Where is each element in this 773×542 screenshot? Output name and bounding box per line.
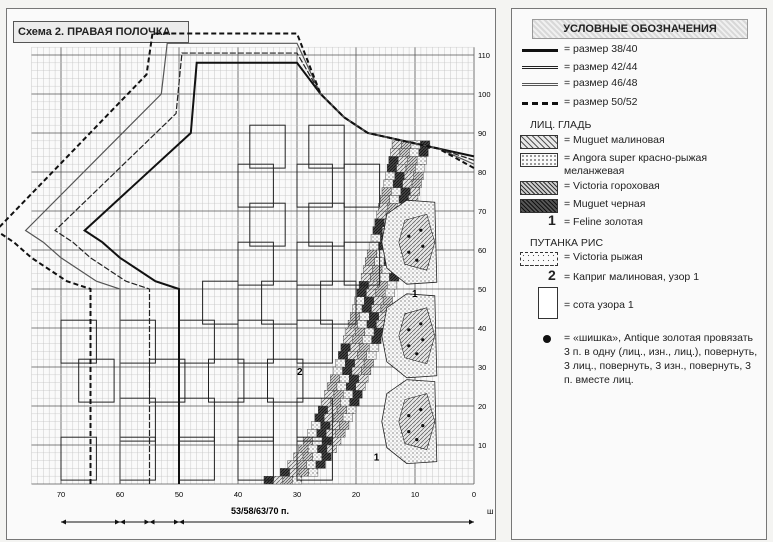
colour-band-cell	[330, 375, 339, 383]
colour-band-cell	[334, 390, 343, 398]
legend-panel	[511, 8, 767, 540]
colour-band-cell	[358, 320, 367, 328]
rice-label: = Victoria рыжая	[564, 251, 643, 263]
colour-band-cell	[371, 234, 380, 242]
colour-band-cell	[299, 445, 308, 453]
colour-band-cell	[360, 312, 369, 320]
bump-dot	[419, 229, 422, 232]
column-number: 50	[174, 490, 184, 499]
colour-band-cell	[387, 281, 396, 289]
colour-band-cell	[350, 398, 359, 406]
bump-label: = «шишка», Antique золотая провязать 3 п. в одну (лиц., изн., лиц.), повернуть, 3 лиц., повернуть, 3 изн., повернуть, 3 п. вместе лиц.	[564, 332, 758, 386]
colour-band-cell	[307, 461, 316, 469]
bump-dot	[421, 424, 424, 427]
size-label: = размер 50/52	[564, 96, 638, 108]
colour-band-cell	[389, 156, 398, 164]
column-number: 0	[471, 490, 477, 499]
colour-band-cell	[380, 195, 389, 203]
rice-blob-inner	[399, 308, 435, 364]
row-number: 100	[478, 90, 491, 99]
colour-band-cell	[348, 351, 357, 359]
bump-dot	[407, 344, 410, 347]
colour-band-cell	[419, 149, 428, 157]
colour-band-cell	[318, 445, 327, 453]
corner-mark: ш	[487, 507, 494, 516]
region-label-one: 1	[412, 288, 418, 300]
colour-band-cell	[414, 172, 423, 180]
colour-band-cell	[340, 422, 349, 430]
swatch-dark	[520, 199, 558, 213]
bump-dot	[415, 438, 418, 441]
swatch-hatch-light	[520, 135, 558, 149]
colour-band-cell	[369, 312, 378, 320]
colour-band-cell	[290, 468, 299, 476]
colour-band-cell	[343, 414, 352, 422]
column-number: 30	[292, 490, 302, 499]
swatch-dots	[520, 153, 558, 167]
colour-band-cell	[364, 359, 373, 367]
number-one-symbol: 1	[548, 212, 556, 228]
colour-band-cell	[343, 336, 352, 344]
colour-band-cell	[340, 398, 349, 406]
colour-band-cell	[308, 468, 317, 476]
colour-band-cell	[318, 406, 327, 414]
yarn-label: = Victoria гороховая	[564, 180, 660, 192]
bump-dot	[419, 408, 422, 411]
colour-band-cell	[410, 188, 419, 196]
bump-dot	[419, 322, 422, 325]
colour-band-cell	[387, 164, 396, 172]
scheme-title: Схема 2. ПРАВАЯ ПОЛОЧКА	[13, 21, 189, 43]
row-number: 10	[478, 441, 487, 450]
yarn-label: = Angora super красно-рыжая меланжевая	[564, 152, 708, 177]
colour-band-cell	[311, 422, 320, 430]
colour-band-cell	[280, 468, 289, 476]
colour-band-cell	[343, 367, 352, 375]
colour-band-cell	[341, 344, 350, 352]
colour-band-cell	[332, 437, 341, 445]
colour-band-cell	[384, 180, 393, 188]
colour-band-cell	[404, 172, 413, 180]
colour-band-cell	[338, 351, 347, 359]
colour-band-cell	[369, 344, 378, 352]
row-number: 90	[478, 129, 487, 138]
colour-band-cell	[303, 453, 312, 461]
colour-band-cell	[308, 445, 317, 453]
column-number: 10	[410, 490, 420, 499]
colour-band-cell	[364, 297, 373, 305]
colour-band-cell	[406, 164, 415, 172]
colour-band-cell	[357, 351, 366, 359]
bump-dot	[407, 430, 410, 433]
region-label-one: 1	[373, 452, 380, 464]
section-title-stockinette: ЛИЦ. ГЛАДЬ	[530, 119, 592, 131]
colour-band-cell	[365, 258, 374, 266]
colour-band-cell	[382, 188, 391, 196]
colour-band-cell	[376, 289, 385, 297]
colour-band-cell	[352, 367, 361, 375]
colour-band-cell	[273, 476, 282, 484]
size-label: = размер 46/48	[564, 77, 638, 89]
colour-band-cell	[312, 453, 321, 461]
column-number: 60	[115, 490, 125, 499]
bump-dot	[407, 251, 410, 254]
rice-blob-inner	[399, 214, 435, 270]
colour-band-cell	[374, 297, 383, 305]
colour-band-cell	[321, 398, 330, 406]
colour-band-cell	[297, 461, 306, 469]
number-two-symbol: 2	[548, 267, 556, 283]
colour-band-cell	[408, 156, 417, 164]
colour-band-cell	[346, 383, 355, 391]
colour-band-cell	[361, 367, 370, 375]
bump-dot	[407, 414, 410, 417]
colour-band-cell	[315, 414, 324, 422]
colour-band-cell	[346, 328, 355, 336]
colour-band-cell	[417, 156, 426, 164]
colour-band-cell	[392, 141, 401, 149]
colour-band-cell	[337, 406, 346, 414]
colour-band-cell	[336, 429, 345, 437]
colour-band-cell	[385, 289, 394, 297]
row-number: 60	[478, 246, 487, 255]
column-number: 20	[351, 490, 361, 499]
size-label: = размер 42/44	[564, 61, 638, 73]
row-number: 50	[478, 285, 487, 294]
center-width-label: 53/58/63/70 п.	[231, 506, 289, 516]
colour-band-cell	[327, 445, 336, 453]
colour-band-cell	[288, 461, 297, 469]
size-line-solid	[522, 49, 558, 52]
bump-dot	[407, 235, 410, 238]
caprice-label: = Каприг малиновая, узор 1	[564, 271, 700, 283]
colour-band-cell	[299, 468, 308, 476]
size-line-dashed	[522, 102, 558, 105]
colour-band-cell	[326, 429, 335, 437]
colour-band-cell	[373, 227, 382, 235]
yarn-label: = Muguet малиновая	[564, 134, 665, 146]
colour-band-cell	[371, 273, 380, 281]
column-number: 40	[233, 490, 243, 499]
colour-band-cell	[400, 149, 409, 157]
row-number: 110	[478, 51, 490, 60]
row-number: 20	[478, 402, 487, 411]
colour-band-cell	[403, 180, 412, 188]
colour-band-cell	[365, 328, 374, 336]
colour-band-cell	[369, 242, 378, 250]
feline-label: = Feline золотая	[564, 216, 643, 228]
colour-band-cell	[398, 156, 407, 164]
row-number: 30	[478, 363, 487, 372]
colour-band-cell	[322, 453, 331, 461]
colour-band-cell	[340, 375, 349, 383]
colour-band-cell	[362, 336, 371, 344]
size-line-dash-double	[522, 66, 558, 69]
colour-band-cell	[350, 344, 359, 352]
yarn-label: = Muguet черная	[564, 198, 646, 210]
colour-band-cell	[363, 266, 372, 274]
colour-band-cell	[337, 383, 346, 391]
colour-band-cell	[409, 149, 418, 157]
size-line-double	[522, 83, 558, 86]
colour-band-cell	[401, 188, 410, 196]
colour-band-cell	[371, 305, 380, 313]
colour-band-cell	[366, 289, 375, 297]
row-number: 40	[478, 324, 487, 333]
legend-title: УСЛОВНЫЕ ОБОЗНАЧЕНИЯ	[532, 19, 748, 39]
colour-band-cell	[361, 273, 370, 281]
colour-band-cell	[390, 195, 399, 203]
bump-dot	[415, 259, 418, 262]
colour-band-cell	[385, 172, 394, 180]
colour-band-cell	[397, 164, 406, 172]
rice-blob-inner	[399, 394, 435, 450]
colour-band-cell	[345, 359, 354, 367]
region-label-two: 2	[297, 366, 303, 378]
colour-band-cell	[357, 289, 366, 297]
colour-band-cell	[283, 476, 292, 484]
colour-band-cell	[372, 336, 381, 344]
size-label: = размер 38/40	[564, 43, 638, 55]
colour-band-cell	[325, 390, 334, 398]
colour-band-cell	[330, 422, 339, 430]
colour-band-cell	[355, 359, 364, 367]
section-title-rice: ПУТАНКА РИС	[530, 237, 604, 249]
colour-band-cell	[356, 383, 365, 391]
colour-band-cell	[390, 149, 399, 157]
colour-band-cell	[316, 461, 325, 469]
cell-label: = сота узора 1	[564, 299, 634, 311]
bump-dot	[415, 352, 418, 355]
colour-band-cell	[383, 297, 392, 305]
colour-band-cell	[336, 359, 345, 367]
swatch-hatch-medium	[520, 181, 558, 195]
colour-band-cell	[367, 320, 376, 328]
bump-dot	[407, 328, 410, 331]
colour-band-cell	[367, 250, 376, 258]
row-number: 70	[478, 207, 487, 216]
colour-band-cell	[391, 188, 400, 196]
colour-band-cell	[367, 351, 376, 359]
colour-band-cell	[327, 383, 336, 391]
colour-band-cell	[412, 180, 421, 188]
colour-band-cell	[355, 328, 364, 336]
bump-dot-icon	[543, 335, 551, 343]
colour-band-cell	[380, 273, 389, 281]
cell-swatch	[538, 287, 558, 319]
colour-band-cell	[321, 422, 330, 430]
colour-band-cell	[393, 180, 402, 188]
colour-band-cell	[307, 429, 316, 437]
colour-band-cell	[294, 453, 303, 461]
bump-dot	[421, 245, 424, 248]
column-number: 70	[56, 490, 66, 499]
colour-band-cell	[375, 219, 384, 227]
colour-band-cell	[377, 211, 386, 219]
colour-band-cell	[317, 429, 326, 437]
colour-band-cell	[415, 164, 424, 172]
colour-band-cell	[333, 367, 342, 375]
colour-band-cell	[353, 336, 362, 344]
colour-band-cell	[360, 344, 369, 352]
colour-band-cell	[350, 312, 359, 320]
swatch-rice	[520, 252, 558, 266]
colour-band-cell	[353, 390, 362, 398]
colour-band-cell	[349, 375, 358, 383]
colour-band-cell	[343, 390, 352, 398]
colour-band-cell	[359, 375, 368, 383]
colour-band-cell	[334, 414, 343, 422]
colour-band-cell	[353, 305, 362, 313]
bump-dot	[421, 338, 424, 341]
colour-band-cell	[395, 172, 404, 180]
colour-band-cell	[373, 266, 382, 274]
colour-band-cell	[347, 406, 356, 414]
colour-band-cell	[362, 305, 371, 313]
row-number: 80	[478, 168, 487, 177]
